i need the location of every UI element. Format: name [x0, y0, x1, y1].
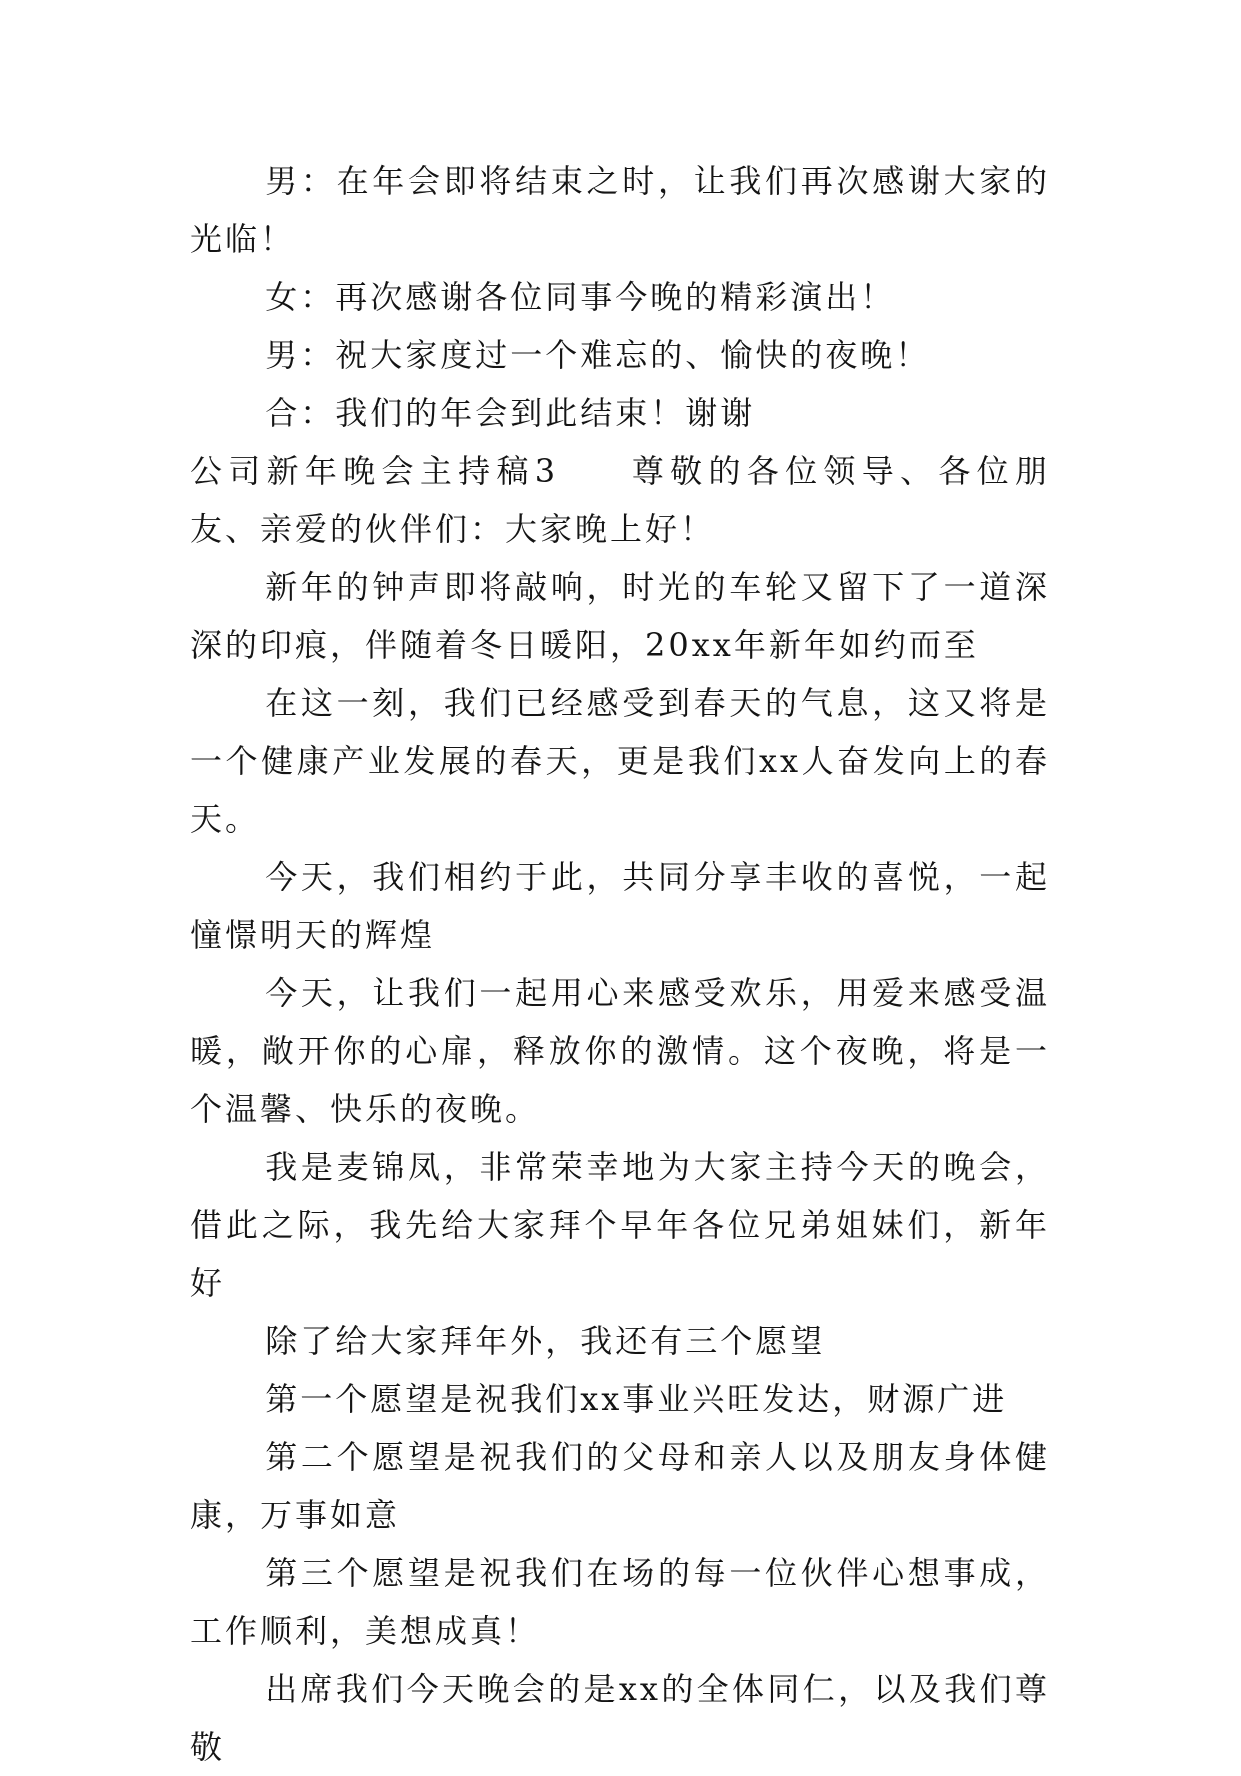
- body-paragraph-1: 新年的钟声即将敲响，时光的车轮又留下了一道深深的印痕，伴随着冬日暖阳，20xx年新年如约而至: [190, 568, 1050, 664]
- body-paragraph-7: 第一个愿望是祝我们xx事业兴旺发达，财源广进: [265, 1380, 1008, 1418]
- section-start: [190, 442, 1050, 558]
- section-opening: 尊敬的各位领导、各位朋友、亲爱的伙伴们：大家晚上好！: [190, 452, 1050, 548]
- closing-line-together: 合：我们的年会到此结束！谢谢: [265, 394, 756, 432]
- body-paragraph-6: 除了给大家拜年外，我还有三个愿望: [265, 1322, 826, 1360]
- body-paragraph-9: 第三个愿望是祝我们在场的每一位伙伴心想事成，工作顺利，美想成真！: [190, 1554, 1050, 1650]
- document-body: [190, 152, 1050, 1776]
- closing-line-female: 女：再次感谢各位同事今晚的精彩演出！: [265, 278, 896, 316]
- closing-line-male-2: 男：祝大家度过一个难忘的、愉快的夜晚！: [265, 336, 931, 374]
- closing-line-male: 男：在年会即将结束之时，让我们再次感谢大家的光临！: [190, 162, 1050, 258]
- body-paragraph-2: 在这一刻，我们已经感受到春天的气息，这又将是一个健康产业发展的春天，更是我们xx人奋发向上的春天。: [190, 684, 1050, 838]
- body-paragraph-3: 今天，我们相约于此，共同分享丰收的喜悦，一起憧憬明天的辉煌: [190, 858, 1050, 954]
- body-paragraph-10: 出席我们今天晚会的是xx的全体同仁，以及我们尊敬: [190, 1670, 1050, 1766]
- body-paragraph-4: 今天，让我们一起用心来感受欢乐，用爱来感受温暖，敞开你的心扉，释放你的激情。这个夜晚，将是一个温馨、快乐的夜晚。: [190, 974, 1050, 1128]
- body-paragraph-8: 第二个愿望是祝我们的父母和亲人以及朋友身体健康，万事如意: [190, 1438, 1050, 1534]
- section-heading: 公司新年晚会主持稿3: [190, 452, 559, 490]
- body-paragraph-5: 我是麦锦凤，非常荣幸地为大家主持今天的晚会，借此之际，我先给大家拜个早年各位兄弟姐妹们，新年好: [190, 1148, 1050, 1302]
